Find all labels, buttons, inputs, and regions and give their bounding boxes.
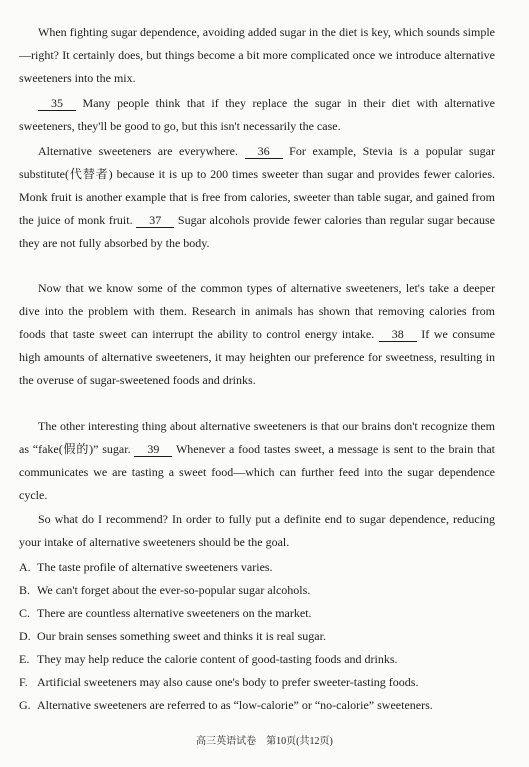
option-text: Our brain senses something sweet and thinks it is real sugar. xyxy=(37,629,326,643)
option-text: There are countless alternative sweeteners on the market. xyxy=(37,606,312,620)
paragraph-2 xyxy=(19,92,495,138)
paragraph-6 xyxy=(19,508,495,554)
option-f[interactable] xyxy=(19,671,509,694)
option-letter: A. xyxy=(19,560,31,574)
answer-options xyxy=(19,556,509,717)
blank-35[interactable]: 35 xyxy=(38,96,76,111)
option-text: We can't forget about the ever-so-popular sugar alcohols. xyxy=(37,583,311,597)
option-letter: B. xyxy=(19,583,31,597)
option-letter: D. xyxy=(19,629,31,643)
paragraph-5-text-b: Whenever a food tastes sweet, a message is sent to the brain that communicates we are tasting a sweet food—which can further feed into the sugar dependence cycle. xyxy=(19,442,495,502)
paragraph-4-text-b: If we consume high amounts of alternative sweeteners, it may heighten our preference for sweetness, resulting in the overuse of sugar-sweetened foods and drinks. xyxy=(19,327,496,387)
option-g[interactable] xyxy=(19,694,509,717)
option-text: They may help reduce the calorie content of good-tasting foods and drinks. xyxy=(37,652,398,666)
paragraph-3-text-a: Alternative sweeteners are everywhere. xyxy=(38,144,245,158)
blank-38[interactable]: 38 xyxy=(379,327,417,342)
option-b[interactable] xyxy=(19,579,509,602)
option-letter: F. xyxy=(19,675,28,689)
option-text: Artificial sweeteners may also cause one's body to prefer sweeter-tasting foods. xyxy=(37,675,419,689)
paragraph-3-text-b: For example, Stevia is a popular sugar substitute(代替者) because it is up to 200 times sweeter than sugar and provides fewer calories. Monk fruit is another example that is free from calories, sweeter than table sugar, and gained from the juice of monk fruit. xyxy=(19,144,495,227)
paragraph-4 xyxy=(19,277,495,392)
paragraph-6-text: So what do I recommend? In order to fully put a definite end to sugar dependence, reducing your intake of alternative sweeteners should be the goal. xyxy=(19,512,495,549)
paragraph-5 xyxy=(19,415,495,507)
blank-36[interactable]: 36 xyxy=(245,144,283,159)
option-letter: E. xyxy=(19,652,30,666)
paragraph-4-text-a: Now that we know some of the common types of alternative sweeteners, let's take a deeper dive into the problem with them. Research in animals has shown that removing calories from foods that taste sweet can interrupt the ability to control energy intake. xyxy=(19,281,495,341)
paragraph-3-text-c: Sugar alcohols provide fewer calories than regular sugar because they are not fully absorbed by the body. xyxy=(19,213,495,250)
option-d[interactable] xyxy=(19,625,509,648)
blank-37[interactable]: 37 xyxy=(136,213,174,228)
paragraph-2-text: Many people think that if they replace the sugar in their diet with alternative sweeteners, they'll be good to go, but this isn't necessarily the case. xyxy=(19,96,495,133)
option-c[interactable] xyxy=(19,602,509,625)
option-letter: C. xyxy=(19,606,31,620)
page-footer: 高三英语试卷 第10页(共12页) xyxy=(196,736,333,747)
option-letter: G. xyxy=(19,698,31,712)
option-e[interactable] xyxy=(19,648,509,671)
paragraph-3 xyxy=(19,140,495,255)
paragraph-5-text-a: The other interesting thing about alternative sweeteners is that our brains don't recognize them as “fake(假的)” sugar. xyxy=(19,419,495,456)
option-text: The taste profile of alternative sweeteners varies. xyxy=(37,560,273,574)
option-a[interactable] xyxy=(19,556,509,579)
option-text: Alternative sweeteners are referred to as “low-calorie” or “no-calorie” sweeteners. xyxy=(37,698,433,712)
paragraph-1-text: When fighting sugar dependence, avoiding added sugar in the diet is key, which sounds simple—right? It certainly does, but things become a bit more complicated once we introduce alternative sweeteners into the mix. xyxy=(19,25,495,85)
blank-39[interactable]: 39 xyxy=(134,442,172,457)
paragraph-1 xyxy=(19,21,495,90)
